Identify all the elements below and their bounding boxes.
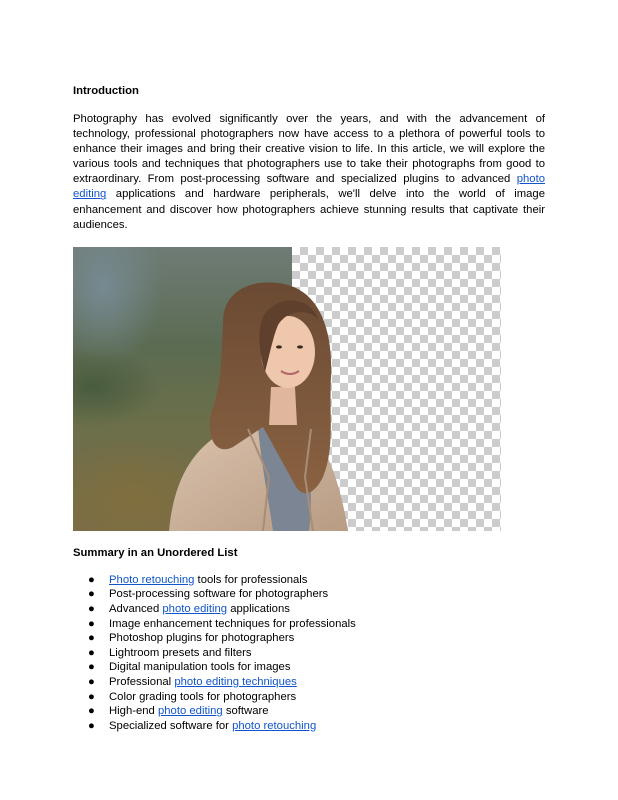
list-item-link[interactable]: Photo retouching (109, 573, 195, 586)
bullet-icon: ● (88, 602, 95, 615)
intro-text-part2: applications and hardware peripherals, we'll delve into the world of image enhancement and discover how photographers achieve stunning results that captivate their audiences. (73, 188, 545, 231)
list-item (73, 617, 545, 632)
intro-text-part1: Photography has evolved significantly over the years, and with the advancement of technology, professional photographers now have access to a plethora of powerful tools to enhance their images and bring their creative vision to life. In this article, we will explore the various tools and techniques that photographers use to take their photographs from good to extraordinary. From post-processing software and specialized plugins to advanced (73, 113, 545, 186)
bullet-icon: ● (88, 690, 95, 703)
list-item-link[interactable]: photo editing (162, 602, 228, 615)
list-item-text-suffix: applications (227, 602, 290, 615)
bullet-icon: ● (88, 588, 95, 601)
list-item-text: Specialized software for (109, 719, 233, 732)
list-item-link[interactable]: photo editing techniques (174, 675, 297, 688)
bullet-icon: ● (88, 646, 95, 659)
bullet-icon: ● (88, 617, 95, 630)
neck-shape (269, 387, 297, 425)
list-item-text-suffix: tools for professionals (194, 573, 308, 586)
list-item-link[interactable]: photo editing (157, 705, 223, 718)
bullet-icon: ● (88, 661, 95, 674)
list-item (73, 704, 545, 719)
background-removal-image (73, 247, 501, 531)
list-item (73, 631, 545, 646)
intro-paragraph (73, 112, 545, 233)
list-item-text: High-end (109, 705, 158, 718)
list-item (73, 675, 545, 690)
list-item (73, 646, 545, 661)
bullet-icon: ● (88, 632, 95, 645)
list-item-text: Photoshop plugins for photographers (109, 632, 295, 645)
list-item (73, 587, 545, 602)
summary-list (73, 573, 545, 734)
bullet-icon: ● (88, 705, 95, 718)
list-item-text: Lightroom presets and filters (109, 646, 252, 659)
bullet-icon: ● (88, 573, 95, 586)
document-page (73, 84, 545, 733)
summary-heading: Summary in an Unordered List (73, 546, 238, 559)
list-item-link[interactable]: photo retouching (232, 719, 317, 732)
list-item-text: Professional (109, 675, 175, 688)
bullet-icon: ● (88, 719, 95, 732)
intro-heading: Introduction (73, 85, 139, 97)
photo-editing-link[interactable]: photo editing (73, 173, 545, 201)
list-item-text-suffix: software (222, 705, 269, 718)
bullet-icon: ● (88, 675, 95, 688)
list-item-text: Image enhancement techniques for professionals (109, 617, 356, 630)
list-item-text: Color grading tools for photographers (109, 690, 297, 703)
list-item-text: Digital manipulation tools for images (109, 661, 291, 674)
list-item (73, 690, 545, 705)
woman-portrait-illustration (73, 247, 501, 531)
list-item (73, 660, 545, 675)
list-item-text: Post-processing software for photographers (109, 588, 329, 601)
list-item (73, 602, 545, 617)
list-item (73, 573, 545, 588)
list-item-text: Advanced (109, 602, 163, 615)
list-item (73, 719, 545, 734)
